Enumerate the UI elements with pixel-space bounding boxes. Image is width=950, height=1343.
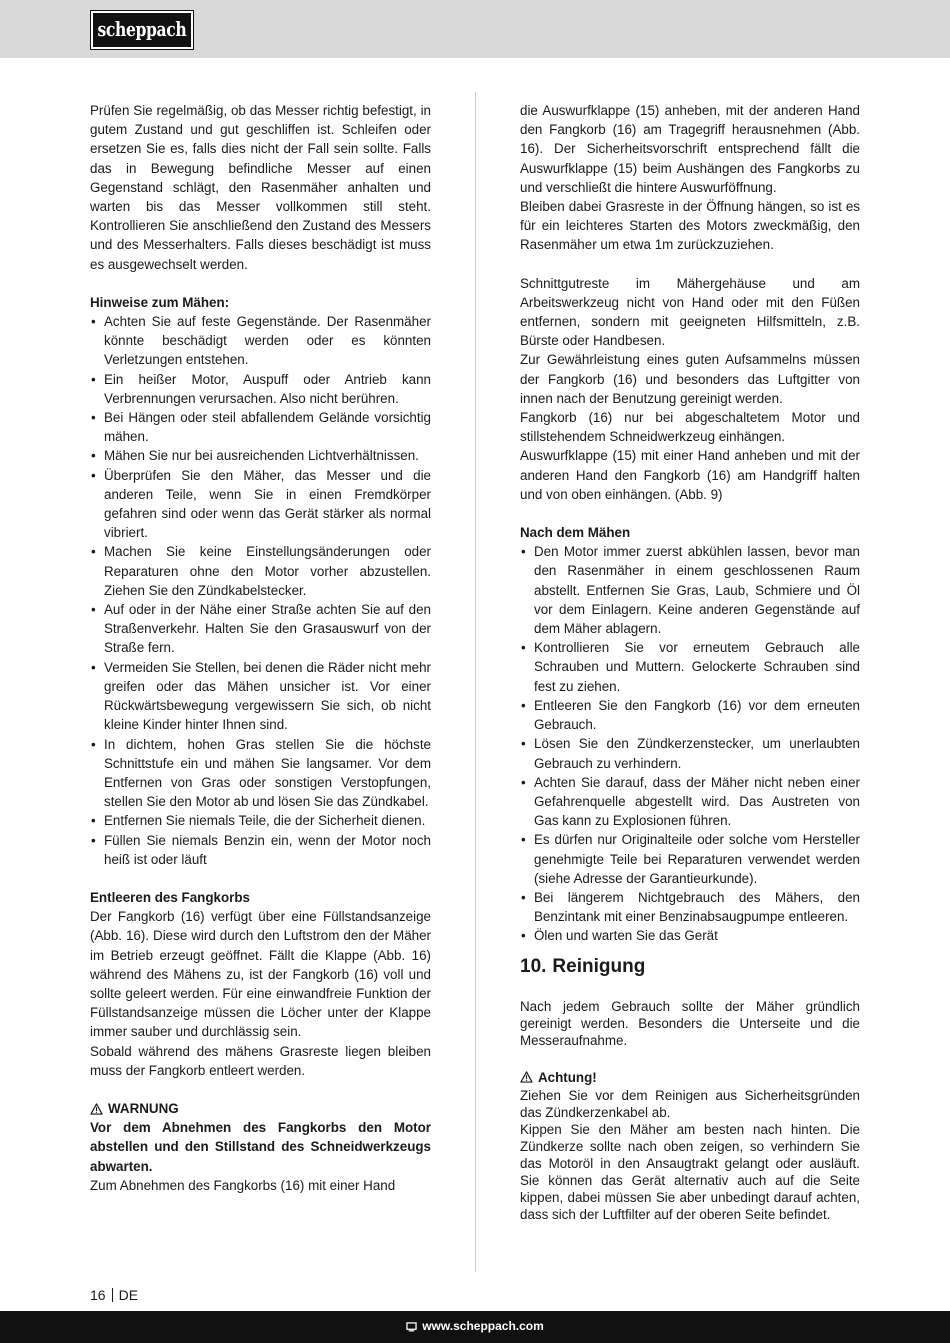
list-item: • Bei Hängen oder steil abfallendem Gelände vorsichtig mähen. (90, 408, 431, 446)
entleeren-heading: Entleeren des Fangkorbs (90, 889, 250, 905)
section-title: Reinigung (552, 955, 646, 977)
achtung-paragraph: Ziehen Sie vor dem Reinigen aus Sicherheitsgründen das Zündkerzenkabel ab. (520, 1087, 860, 1120)
list-item: • Mähen Sie nur bei ausreichenden Lichtverhältnissen. (90, 446, 431, 465)
intro-paragraph: Prüfen Sie regelmäßig, ob das Messer richtig befestigt, in gutem Zustand und gut geschliffen ist. Schleifen oder ersetzen Sie es, falls dies nicht der Fall sein sollte. Falls das in Bewegung befindliche Messer auf einen Gegenstand schlägt, den Rasenmäher anhalten und warten bis das Messer vollkommen still steht. Kontrollieren Sie anschließend den Zustand des Messers und des Messerhalters. Falls dieses beschädigt ist muss es ausgewechselt werden. (90, 103, 431, 272)
left-column (90, 101, 431, 1195)
right-paragraph: die Auswurfklappe (15) anheben, mit der anderen Hand den Fangkorb (16) am Tragegriff herausnehmen (Abb. 16). Der Sicherheitsvorschrift entsprechend fällt die Auswurfklappe (15) beim Aushängen des Fangkorbs zu und verschließt die hintere Auswurföffnung. (520, 103, 860, 195)
section-number: 10. (520, 955, 547, 977)
warnung-bold-text: Vor dem Abnehmen des Fangkorbs den Motor abstellen und den Stillstand des Schneidwerkzeugs abwarten. (90, 1120, 431, 1174)
list-item: • Überprüfen Sie den Mäher, das Messer und die anderen Teile, wenn Sie in einen Fremdkörper gefahren sind oder wenn das Gerät stärker als normal vibriert. (90, 466, 431, 543)
header-bar (0, 0, 950, 58)
warnung-title: WARNUNG (108, 1100, 179, 1116)
monitor-icon (406, 1322, 417, 1332)
list-item: • Kontrollieren Sie vor erneutem Gebrauch alle Schrauben und Muttern. Gelockerte Schrauben sind fest zu ziehen. (520, 638, 860, 696)
right-column (520, 101, 860, 1223)
list-item: • Ein heißer Motor, Auspuff oder Antrieb kann Verbrennungen verursachen. Also nicht berühren. (90, 370, 431, 408)
entleeren-paragraph-2: Sobald während des mähens Grasreste liegen bleiben muss der Fangkorb entleert werden. (90, 1043, 431, 1078)
list-item: • Achten Sie darauf, dass der Mäher nicht neben einer Gefahrenquelle abgestellt wird. Das Austreten von Gas kann zu Explosionen führen. (520, 773, 860, 831)
hinweise-heading: Hinweise zum Mähen: (90, 294, 230, 310)
right-paragraph: Fangkorb (16) nur bei abgeschaltetem Motor und stillstehendem Schneidwerkzeug einhängen. (520, 410, 860, 445)
list-item: • Machen Sie keine Einstellungsänderungen oder Reparaturen ohne den Motor vorher abzustellen. Ziehen Sie den Zündkabelstecker. (90, 542, 431, 600)
nach-heading: Nach dem Mähen (520, 525, 631, 541)
achtung-paragraph-2: Kippen Sie den Mäher am besten nach hinten. Die Zündkerze sollte nach oben zeigen, so verhindern Sie das Motoröl in den Ansaugtrakt gelangt oder ausläuft. Sie können das Gerät alternativ auch auf die Seite kippen, dabei müssen Sie aber unbedingt darauf achten, dass sich der Luftfilter auf der oberen Seite befindet. (520, 1121, 860, 1222)
website-link[interactable]: www.scheppach.com (422, 1319, 544, 1334)
list-item: • Bei längerem Nichtgebrauch des Mähers, den Benzintank mit einer Benzinabsaugpumpe entleeren. (520, 888, 860, 926)
footer-bar (0, 1311, 950, 1343)
list-item: • Vermeiden Sie Stellen, bei denen die Räder nicht mehr greifen oder das Mähen unsicher ist. Vor einer Rückwärtsbewegung vergewissern Sie sich, ob nicht kleine Kinder hinter Ihnen sind. (90, 658, 431, 735)
page-number-value: 16 (90, 1287, 106, 1303)
hinweise-list (90, 312, 431, 869)
page-number (90, 1285, 138, 1305)
warning-triangle-icon (520, 1071, 533, 1083)
right-paragraph: Schnittgutreste im Mähergehäuse und am Arbeitswerkzeug nicht von Hand oder mit den Füßen entfernen, sondern mit geeigneten Hilfsmitteln, z.B. Bürste oder Handbesen. (520, 275, 860, 349)
page-separator (112, 1288, 113, 1302)
list-item: • Den Motor immer zuerst abkühlen lassen, bevor man den Rasenmäher in einem geschlossenen Raum abstellt. Entfernen Sie Gras, Laub, Schmiere und Öl vor dem Einlagern. Keine anderen Gegenstände auf dem Mäher ablagern. (520, 542, 860, 638)
section-heading (520, 955, 860, 979)
list-item: • Auf oder in der Nähe einer Straße achten Sie auf den Straßenverkehr. Halten Sie den Grasauswurf von der Straße fern. (90, 600, 431, 658)
list-item: • Lösen Sie den Zündkerzenstecker, um unerlaubten Gebrauch zu verhindern. (520, 734, 860, 772)
achtung-heading (520, 1068, 860, 1087)
page-language: DE (118, 1287, 139, 1303)
list-item: • In dichtem, hohen Gras stellen Sie die höchste Schnittstufe ein und mähen Sie langsamer. Vor dem Entfernen von Gras oder sonstigen Verstopfungen, stellen Sie den Motor ab und lösen Sie das Zündkabel. (90, 735, 431, 812)
list-item: • Ölen und warten Sie das Gerät (520, 926, 860, 945)
list-item: • Achten Sie auf feste Gegenstände. Der Rasenmäher könnte beschädigt werden oder es könnten Verletzungen entstehen. (90, 312, 431, 370)
entleeren-paragraph: Der Fangkorb (16) verfügt über eine Füllstandsanzeige (Abb. 16). Diese wird durch den Luftstrom den der Mäher im Betrieb erzeugt geöffnet. Fällt die Klappe (Abb. 16) während des Mähens zu, ist der Fangkorb (16) voll und sollte geleert werden. Für eine einwandfreie Funktion der Füllstandsanzeige müssen die Löcher unter der Klappe immer sauber und durchlässig sein. (90, 909, 431, 1040)
logo-text: scheppach (97, 17, 187, 42)
list-item: • Entfernen Sie niemals Teile, die der Sicherheit dienen. (90, 811, 431, 830)
achtung-title: Achtung! (538, 1069, 597, 1085)
scheppach-logo (91, 11, 193, 49)
list-item: • Entleeren Sie den Fangkorb (16) vor dem erneuten Gebrauch. (520, 696, 860, 734)
column-divider (475, 92, 476, 1272)
list-item: • Füllen Sie niemals Benzin ein, wenn der Motor noch heiß ist oder läuft (90, 831, 431, 869)
right-paragraph: Zur Gewährleistung eines guten Aufsammelns müssen der Fangkorb (16) und besonders das Luftgitter von innen nach der Benutzung gereinigt werden. (520, 352, 860, 406)
right-paragraph: Auswurfklappe (15) mit einer Hand anheben und mit der anderen Hand den Fangkorb (16) am Handgriff halten und von oben einhängen. (Abb. 9) (520, 448, 860, 502)
nach-list (520, 542, 860, 945)
reinigung-paragraph: Nach jedem Gebrauch sollte der Mäher gründlich gereinigt werden. Besonders die Unterseite und die Messeraufnahme. (520, 998, 860, 1048)
list-item: • Es dürfen nur Originalteile oder solche vom Hersteller genehmigte Teile bei Reparaturen verwendet werden (siehe Adresse der Garantieurkunde). (520, 830, 860, 888)
warnung-text: Zum Abnehmen des Fangkorbs (16) mit einer Hand (90, 1177, 396, 1193)
right-paragraph: Bleiben dabei Grasreste in der Öffnung hängen, so ist es für ein leichteres Starten des Motors zweckmäßig, den Rasenmäher um etwa 1m zurückzuziehen. (520, 199, 860, 253)
warning-triangle-icon (90, 1103, 103, 1115)
warnung-heading (90, 1099, 431, 1118)
